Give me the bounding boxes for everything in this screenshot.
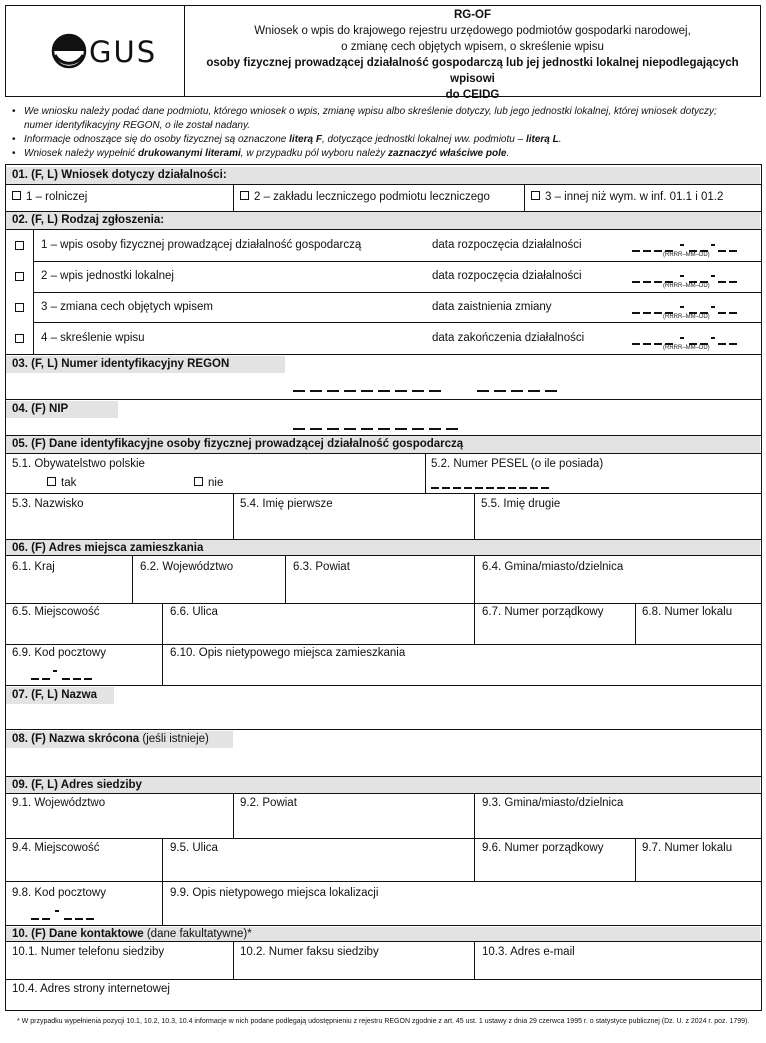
date-digit-slot[interactable] <box>654 312 662 314</box>
pesel-digit-slot[interactable] <box>464 487 472 489</box>
field-9-8: 9.8. Kod pocztowy <box>12 887 106 899</box>
date-digit-slot[interactable] <box>643 343 651 345</box>
checkbox-02-4[interactable] <box>15 334 24 343</box>
pesel-digit-slot[interactable] <box>442 487 450 489</box>
field-6-7: 6.7. Numer porządkowy <box>482 606 604 618</box>
date-digit-slot[interactable] <box>632 250 640 252</box>
form-title-line2: o zmianę cech objętych wpisem, o skreślenie wpisu <box>341 41 604 53</box>
postal-digit-slot[interactable] <box>75 918 83 920</box>
field-5-2: 5.2. Numer PESEL (o ile posiada) <box>431 458 604 470</box>
field-9-1: 9.1. Województwo <box>12 797 106 809</box>
field-6-5: 6.5. Miejscowość <box>12 606 100 618</box>
date-digit-slot[interactable] <box>632 281 640 283</box>
nip-digit-slot[interactable] <box>378 428 390 430</box>
nip-digit-slot[interactable] <box>293 428 305 430</box>
date-separator <box>680 275 684 277</box>
date-digit-slot[interactable] <box>665 343 673 345</box>
pesel-digit-slot[interactable] <box>486 487 494 489</box>
field-10-3: 10.3. Adres e-mail <box>482 946 575 958</box>
date-digit-slot[interactable] <box>718 281 726 283</box>
date-digit-slot[interactable] <box>689 281 697 283</box>
pesel-digit-slot[interactable] <box>453 487 461 489</box>
nip-digit-slot[interactable] <box>395 428 407 430</box>
postal-digit-slot[interactable] <box>42 918 50 920</box>
label-02-4: 4 – skreślenie wpisu <box>41 332 145 344</box>
date-digit-slot[interactable] <box>729 281 737 283</box>
date-digit-slot[interactable] <box>729 343 737 345</box>
date-digit-slot[interactable] <box>643 281 651 283</box>
date-separator <box>711 244 715 246</box>
note-item: • Informacje odnoszące się do osoby fizycznej są oznaczone literą F, dotyczące jednostki lokalnej ww. podmiotu – literą L. <box>10 133 755 147</box>
logo-box <box>5 5 185 97</box>
postal-digit-slot[interactable] <box>31 918 39 920</box>
section-02-title: 02. (F, L) Rodzaj zgłoszenia: <box>6 212 760 229</box>
date-digit-slot[interactable] <box>689 250 697 252</box>
label-02-3: 3 – zmiana cech objętych wpisem <box>41 301 213 313</box>
field-6-9: 6.9. Kod pocztowy <box>12 647 106 659</box>
regon-digit-slot[interactable] <box>293 390 305 392</box>
date-format-hint: (RRRR–MM–DD) <box>663 345 710 351</box>
regon-digit-slot[interactable] <box>327 390 339 392</box>
regon-digit-slot[interactable] <box>545 390 557 392</box>
field-6-8: 6.8. Numer lokalu <box>642 606 733 618</box>
section-04-title: 04. (F) NIP <box>6 401 118 418</box>
regon-digit-slot[interactable] <box>378 390 390 392</box>
field-9-9: 9.9. Opis nietypowego miejsca lokalizacji <box>170 887 379 899</box>
nip-digit-slot[interactable] <box>412 428 424 430</box>
section-06-title: 06. (F) Adres miejsca zamieszkania <box>6 540 760 555</box>
option-5-1-no[interactable]: nie <box>194 476 223 490</box>
date-separator <box>711 275 715 277</box>
field-6-4: 6.4. Gmina/miasto/dzielnica <box>482 561 624 573</box>
label-02-1: 1 – wpis osoby fizycznej prowadzącej działalność gospodarczą <box>41 239 362 251</box>
section-09-title: 09. (F, L) Adres siedziby <box>6 777 760 793</box>
field-6-6: 6.6. Ulica <box>170 606 218 618</box>
date-label-02-2: data rozpoczęcia działalności <box>432 270 582 282</box>
field-6-1: 6.1. Kraj <box>12 561 55 573</box>
regon-digit-slot[interactable] <box>412 390 424 392</box>
form-code: RG-OF <box>453 9 492 21</box>
form-title-line1: Wniosek o wpis do krajowego rejestru urzędowego podmiotów gospodarki narodowej, <box>254 25 691 37</box>
date-format-hint: (RRRR–MM–DD) <box>663 252 710 258</box>
note-item: • We wniosku należy podać dane podmiotu, którego wniosek o wpis, zmianę wpisu albo skreślenie dotyczy, lub jego jednostki lokalnej, której wniosek dotyczy; <box>10 105 755 119</box>
regon-digit-slot[interactable] <box>528 390 540 392</box>
label-02-2: 2 – wpis jednostki lokalnej <box>41 270 174 282</box>
postal-digit-slot[interactable] <box>62 678 70 680</box>
date-digit-slot[interactable] <box>700 250 708 252</box>
date-digit-slot[interactable] <box>654 250 662 252</box>
pesel-digit-slot[interactable] <box>530 487 538 489</box>
postal-digit-slot[interactable] <box>31 678 39 680</box>
regon-digit-slot[interactable] <box>395 390 407 392</box>
field-5-3: 5.3. Nazwisko <box>12 498 84 510</box>
checkbox-02-3[interactable] <box>15 303 24 312</box>
pesel-digit-slot[interactable] <box>431 487 439 489</box>
nip-digit-slot[interactable] <box>310 428 322 430</box>
section-01-title: 01. (F, L) Wniosek dotyczy działalności: <box>6 167 760 184</box>
date-digit-slot[interactable] <box>729 312 737 314</box>
date-digit-slot[interactable] <box>689 343 697 345</box>
date-label-02-3: data zaistnienia zmiany <box>432 301 552 313</box>
note-item-cont: numer identyfikacyjny REGON, o ile został nadany. <box>24 120 251 131</box>
checkbox-icon[interactable] <box>240 191 249 200</box>
date-format-hint: (RRRR–MM–DD) <box>663 314 710 320</box>
regon-digit-slot[interactable] <box>310 390 322 392</box>
date-separator <box>680 337 684 339</box>
footnote: * W przypadku wypełnienia pozycji 10.1, 10.2, 10.3, 10.4 informacje w nich podane podlegają udostępnieniu z rejestru REGON zgodnie z art. 45 ust. 1 ustawy z dnia 29 czerwca 1995 r. o statystyce publicznej (Dz. U. z 2024 r. poz. 1799). <box>17 1018 750 1025</box>
field-10-2: 10.2. Numer faksu siedziby <box>240 946 379 958</box>
postal-digit-slot[interactable] <box>42 678 50 680</box>
field-5-1: 5.1. Obywatelstwo polskie <box>12 458 145 470</box>
field-9-6: 9.6. Numer porządkowy <box>482 842 604 854</box>
postal-digit-slot[interactable] <box>86 918 94 920</box>
date-digit-slot[interactable] <box>654 281 662 283</box>
field-5-4: 5.4. Imię pierwsze <box>240 498 333 510</box>
date-separator <box>680 306 684 308</box>
date-digit-slot[interactable] <box>700 281 708 283</box>
date-digit-slot[interactable] <box>689 312 697 314</box>
field-9-4: 9.4. Miejscowość <box>12 842 100 854</box>
section-03-title: 03. (F, L) Numer identyfikacyjny REGON <box>6 356 285 373</box>
date-digit-slot[interactable] <box>700 312 708 314</box>
nip-digit-slot[interactable] <box>446 428 458 430</box>
date-digit-slot[interactable] <box>665 312 673 314</box>
pesel-digit-slot[interactable] <box>541 487 549 489</box>
postal-digit-slot[interactable] <box>84 678 92 680</box>
option-01-1[interactable]: 1 – rolniczej <box>12 190 87 204</box>
checkbox-icon[interactable] <box>531 191 540 200</box>
instructions <box>10 105 755 161</box>
field-9-2: 9.2. Powiat <box>240 797 297 809</box>
form-header <box>186 7 759 103</box>
regon-digit-slot[interactable] <box>511 390 523 392</box>
postal-digit-slot[interactable] <box>73 678 81 680</box>
date-separator <box>55 910 59 912</box>
date-label-02-1: data rozpoczęcia działalności <box>432 239 582 251</box>
section-05-title: 05. (F) Dane identyfikacyjne osoby fizycznej prowadzącej działalność gospodarczą <box>6 436 760 453</box>
date-digit-slot[interactable] <box>718 343 726 345</box>
date-format-hint: (RRRR–MM–DD) <box>663 283 710 289</box>
date-digit-slot[interactable] <box>729 250 737 252</box>
checkbox-icon[interactable] <box>47 477 56 486</box>
date-digit-slot[interactable] <box>718 312 726 314</box>
form-title-line3: osoby fizycznej prowadzącej działalność gospodarczą lub jej jednostki lokalnej niepodlegających wpisowi <box>206 57 739 85</box>
note-item: • Wniosek należy wypełnić drukowanymi literami, w przypadku pól wyboru należy zaznaczyć właściwe pole. <box>10 147 755 161</box>
nip-digit-slot[interactable] <box>361 428 373 430</box>
regon-digit-slot[interactable] <box>494 390 506 392</box>
nip-digit-slot[interactable] <box>344 428 356 430</box>
section-10-title: 10. (F) Dane kontaktowe (dane fakultatywne)* <box>6 927 760 941</box>
postal-digit-slot[interactable] <box>64 918 72 920</box>
checkbox-02-1[interactable] <box>15 241 24 250</box>
field-5-5: 5.5. Imię drugie <box>481 498 561 510</box>
field-9-3: 9.3. Gmina/miasto/dzielnica <box>482 797 624 809</box>
date-separator <box>53 670 57 672</box>
regon-digit-slot[interactable] <box>344 390 356 392</box>
pesel-digit-slot[interactable] <box>497 487 505 489</box>
regon-digit-slot[interactable] <box>429 390 441 392</box>
nip-digit-slot[interactable] <box>327 428 339 430</box>
field-10-1: 10.1. Numer telefonu siedziby <box>12 946 165 958</box>
date-separator <box>680 244 684 246</box>
pesel-digit-slot[interactable] <box>519 487 527 489</box>
section-08-title: 08. (F) Nazwa skrócona (jeśli istnieje) <box>6 731 233 748</box>
logo-text: GUS <box>89 35 158 69</box>
date-separator <box>711 337 715 339</box>
option-5-1-yes[interactable]: tak <box>47 476 76 490</box>
date-digit-slot[interactable] <box>632 343 640 345</box>
nip-digit-slot[interactable] <box>429 428 441 430</box>
option-01-2[interactable]: 2 – zakładu leczniczego podmiotu leczniczego <box>240 190 490 204</box>
field-9-5: 9.5. Ulica <box>170 842 218 854</box>
regon-digit-slot[interactable] <box>361 390 373 392</box>
date-separator <box>711 306 715 308</box>
pesel-digit-slot[interactable] <box>475 487 483 489</box>
field-9-7: 9.7. Numer lokalu <box>642 842 733 854</box>
checkbox-02-2[interactable] <box>15 272 24 281</box>
date-digit-slot[interactable] <box>654 343 662 345</box>
field-6-10: 6.10. Opis nietypowego miejsca zamieszkania <box>170 647 406 659</box>
date-digit-slot[interactable] <box>632 312 640 314</box>
section-07-title: 07. (F, L) Nazwa <box>6 687 114 704</box>
date-label-02-4: data zakończenia działalności <box>432 332 585 344</box>
option-01-3[interactable]: 3 – innej niż wym. w inf. 01.1 i 01.2 <box>531 190 723 204</box>
date-digit-slot[interactable] <box>665 281 673 283</box>
pesel-digit-slot[interactable] <box>508 487 516 489</box>
checkbox-icon[interactable] <box>12 191 21 200</box>
date-digit-slot[interactable] <box>700 343 708 345</box>
field-6-2: 6.2. Województwo <box>140 561 234 573</box>
checkbox-icon[interactable] <box>194 477 203 486</box>
field-10-4: 10.4. Adres strony internetowej <box>12 983 170 995</box>
date-digit-slot[interactable] <box>643 312 651 314</box>
field-6-3: 6.3. Powiat <box>293 561 350 573</box>
date-digit-slot[interactable] <box>718 250 726 252</box>
date-digit-slot[interactable] <box>665 250 673 252</box>
regon-digit-slot[interactable] <box>477 390 489 392</box>
date-digit-slot[interactable] <box>643 250 651 252</box>
form-title-line4: do CEIDG <box>445 89 500 101</box>
